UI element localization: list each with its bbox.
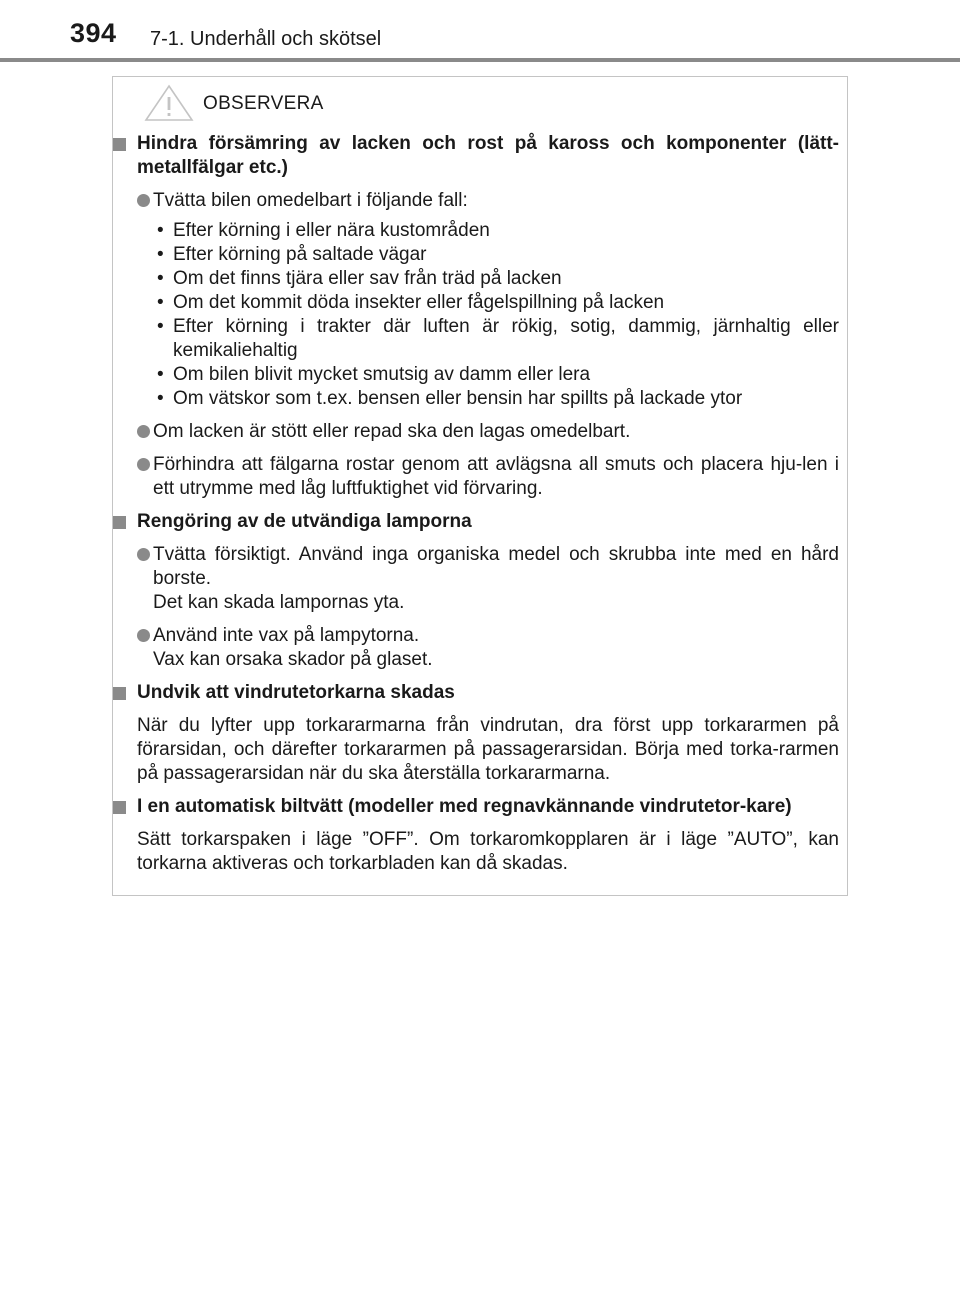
bullet-text: Tvätta bilen omedelbart i följande fall: [153, 190, 468, 211]
bullet-text: Använd inte vax på lampytorna. [153, 625, 420, 646]
bullet-item [113, 420, 849, 444]
bullet-item [113, 543, 849, 615]
section-title: 7-1. Underhåll och skötsel [150, 28, 382, 50]
circle-bullet-icon [137, 425, 150, 438]
bullet-note: Det kan skada lampornas yta. [153, 592, 405, 613]
bullet-item [113, 453, 849, 501]
bullet-note: Vax kan orsaka skador på glaset. [153, 649, 433, 670]
section-heading [113, 681, 849, 705]
sub-list-item: • Om det kommit döda insekter eller fågelspillning på lacken [113, 291, 849, 315]
warning-triangle-icon [143, 83, 195, 123]
section-heading [113, 795, 849, 819]
circle-bullet-icon [137, 629, 150, 642]
square-bullet-icon [113, 138, 126, 151]
bullet-item [113, 189, 849, 213]
caution-content [113, 132, 849, 885]
section-paragraph: Sätt torkarspaken i läge ”OFF”. Om torkaromkopplaren är i läge ”AUTO”, kan torkarna aktiveras och torkarbladen kan då skadas. [137, 829, 839, 874]
section-paragraph: När du lyfter upp torkararmarna från vindrutan, dra först upp torkararmen på förarsidan, och därefter torkararmen på passagerarsidan. Börja med torka-rarmen på passagerarsidan när du ska återställa torkararmarna. [137, 715, 839, 784]
section-heading-text: Rengöring av de utvändiga lamporna [137, 511, 472, 532]
caution-box [112, 76, 848, 896]
sub-list-item: • Om vätskor som t.ex. bensen eller bensin har spillts på lackade ytor [113, 387, 849, 411]
caution-title-text: OBSERVERA [203, 93, 324, 114]
section-heading [113, 132, 849, 180]
section-heading-text: Hindra försämring av lacken och rost på kaross och komponenter (lätt-metallfälgar etc.) [137, 133, 839, 178]
sub-list-item: • Om bilen blivit mycket smutsig av damm eller lera [113, 363, 849, 387]
circle-bullet-icon [137, 458, 150, 471]
square-bullet-icon [113, 801, 126, 814]
bullet-text: Om lacken är stött eller repad ska den lagas omedelbart. [153, 421, 631, 442]
sub-list [113, 219, 849, 411]
sub-list-item: • Efter körning på saltade vägar [113, 243, 849, 267]
circle-bullet-icon [137, 548, 150, 561]
square-bullet-icon [113, 516, 126, 529]
section-heading-text: Undvik att vindrutetorkarna skadas [137, 682, 455, 703]
header-rule [0, 58, 960, 62]
section-heading-text: I en automatisk biltvätt (modeller med regnavkännande vindrutetor-kare) [137, 796, 792, 817]
bullet-item [113, 624, 849, 672]
square-bullet-icon [113, 687, 126, 700]
bullet-text: Tvätta försiktigt. Använd inga organiska medel och skrubba inte med en hård borste. [153, 544, 839, 589]
section-heading [113, 510, 849, 534]
sub-list-item: • Om det finns tjära eller sav från träd på lacken [113, 267, 849, 291]
circle-bullet-icon [137, 194, 150, 207]
bullet-text: Förhindra att fälgarna rostar genom att avlägsna all smuts och placera hju-len i ett utrymme med låg luftfuktighet vid förvaring. [153, 454, 839, 499]
page-number: 394 [70, 18, 117, 48]
page-header [0, 0, 960, 62]
sub-list-item: • Efter körning i trakter där luften är rökig, sotig, dammig, järnhaltig eller kemikaliehaltig [113, 315, 849, 363]
sub-list-item: • Efter körning i eller nära kustområden [113, 219, 849, 243]
